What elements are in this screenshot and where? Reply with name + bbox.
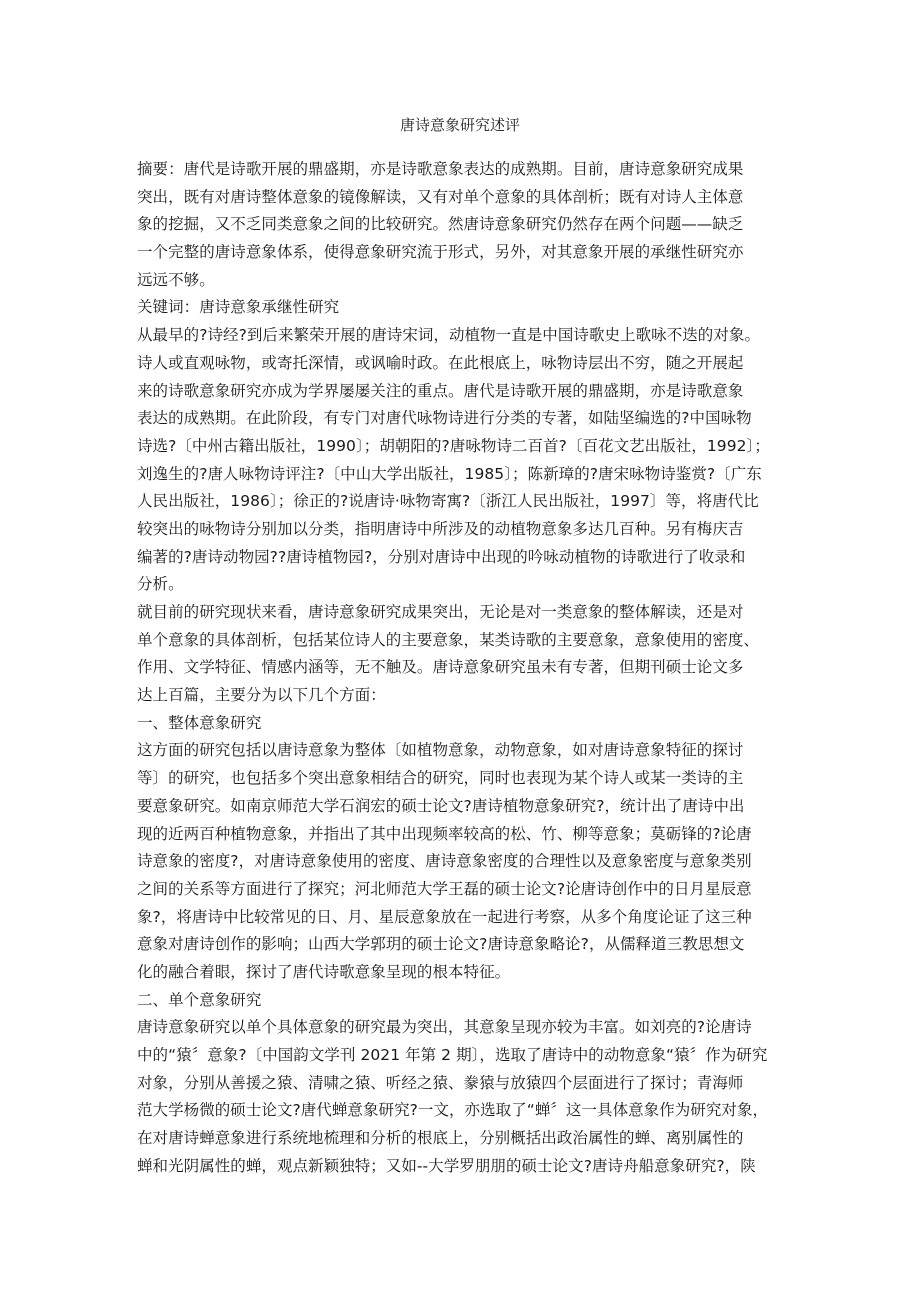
text-line: 现的近两百种植物意象，并指出了其中出现频率较高的松、竹、柳等意象；莫砺锋的?论唐 — [137, 824, 752, 843]
text-line: 远远不够。 — [137, 270, 215, 289]
text-line: 刘逸生的?唐人咏物诗评注?〔中山大学出版社，1985〕；陈新璋的?唐宋咏物诗鉴赏?〔广东 — [137, 464, 762, 483]
text-line: 单个意象的具体剖析，包括某位诗人的主要意象，某类诗歌的主要意象，意象使用的密度、 — [137, 630, 760, 649]
text-line: 达上百篇，主要分为以下几个方面： — [137, 686, 386, 705]
text-line: 摘要：唐代是诗歌开展的鼎盛期，亦是诗歌意象表达的成熟期。目前，唐诗意象研究成果 — [137, 160, 744, 178]
text-line: 象的挖掘，又不乏同类意象之间的比较研究。然唐诗意象研究仍然存在两个问题——缺乏 — [137, 215, 744, 234]
text-line: 诗选?〔中州古籍出版社，1990〕；胡朝阳的?唐咏物诗二百首?〔百花文艺出版社，1992〕； — [137, 436, 770, 455]
text-line: 二、单个意象研究 — [137, 990, 262, 1009]
text-line: 较突出的咏物诗分别加以分类，指明唐诗中所涉及的动植物意象多达几百种。另有梅庆吉 — [137, 519, 744, 538]
text-line: 范大学杨微的硕士论文?唐代蝉意象研究?一文，亦选取了“蝉〞这一具体意象作为研究对象， — [137, 1101, 769, 1120]
document-title: 唐诗意象研究述评 — [399, 116, 520, 134]
text-line: 关键词：唐诗意象承继性研究 — [137, 298, 340, 317]
text-line: 对象，分别从善援之猿、清啸之猿、听经之猿、豢猿与放猿四个层面进行了探讨；青海师 — [137, 1073, 744, 1092]
text-line: 来的诗歌意象研究亦成为学界屡屡关注的重点。唐代是诗歌开展的鼎盛期，亦是诗歌意象 — [137, 381, 744, 400]
text-line: 表达的成熟期。在此阶段，有专门对唐代咏物诗进行分类的专著，如陆坚编选的?中国咏物 — [137, 409, 752, 428]
text-line: 就目前的研究现状来看，唐诗意象研究成果突出，无论是对一类意象的整体解读，还是对 — [137, 603, 744, 621]
text-line: 这方面的研究包括以唐诗意象为整体〔如植物意象，动物意象，如对唐诗意象特征的探讨 — [137, 741, 744, 760]
text-line: 一个完整的唐诗意象体系，使得意象研究流于形式，另外，对其意象开展的承继性研究亦 — [137, 243, 744, 262]
text-line: 象?，将唐诗中比较常见的日、月、星辰意象放在一起进行考察，从多个角度论证了这三种 — [137, 907, 752, 926]
text-line: 之间的关系等方面进行了探究；河北师范大学王磊的硕士论文?论唐诗创作中的日月星辰意 — [137, 879, 752, 898]
text-line: 作用、文学特征、情感内涵等，无不触及。唐诗意象研究虽未有专著，但期刊硕士论文多 — [137, 658, 744, 677]
text-line: 在对唐诗蝉意象进行系统地梳理和分析的根底上，分别概括出政治属性的蝉、离别属性的 — [137, 1129, 744, 1148]
text-line: 一、整体意象研究 — [137, 713, 262, 732]
text-line: 分析。 — [137, 575, 184, 594]
text-line: 等〕的研究，也包括多个突出意象相结合的研究，同时也表现为某个诗人或某一类诗的主 — [137, 769, 744, 788]
text-line: 意象对唐诗创作的影响；山西大学郭玥的硕士论文?唐诗意象略论?，从儒释道三教思想文 — [137, 935, 745, 954]
text-line: 从最早的?诗经?到后来繁荣开展的唐诗宋词，动植物一直是中国诗歌史上歌咏不迭的对象。 — [137, 326, 761, 345]
text-line: 蝉和光阴属性的蝉，观点新颖独特；又如--大学罗朋朋的硕士论文?唐诗舟船意象研究?，陕 — [137, 1156, 756, 1175]
text-line: 编著的?唐诗动物园??唐诗植物园?，分别对唐诗中出现的吟咏动植物的诗歌进行了收录和 — [137, 547, 746, 566]
text-line: 化的融合着眼，探讨了唐代诗歌意象呈现的根本特征。 — [137, 962, 511, 981]
text-line: 唐诗意象研究以单个具体意象的研究最为突出，其意象呈现亦较为丰富。如刘亮的?论唐诗 — [137, 1018, 752, 1037]
document-body — [137, 156, 785, 1180]
text-line: 要意象研究。如南京师范大学石润宏的硕士论文?唐诗植物意象研究?，统计出了唐诗中出 — [137, 796, 745, 815]
text-line: 中的“猿〞意象?〔中国韵文学刊 2021 年第 2 期〕，选取了唐诗中的动物意象“猿〞作为研究 — [137, 1046, 768, 1064]
text-line: 人民出版社，1986〕；徐正的?说唐诗·咏物寄寓?〔浙江人民出版社，1997〕等，将唐代比 — [137, 492, 759, 511]
text-line: 诗意象的密度?，对唐诗意象使用的密度、唐诗意象密度的合理性以及意象密度与意象类别 — [137, 852, 752, 871]
text-line: 突出，既有对唐诗整体意象的镜像解读，又有对单个意象的具体剖析；既有对诗人主体意 — [137, 187, 744, 206]
text-line: 诗人或直观咏物，或寄托深情，或讽喻时政。在此根底上，咏物诗层出不穷，随之开展起 — [137, 353, 744, 372]
